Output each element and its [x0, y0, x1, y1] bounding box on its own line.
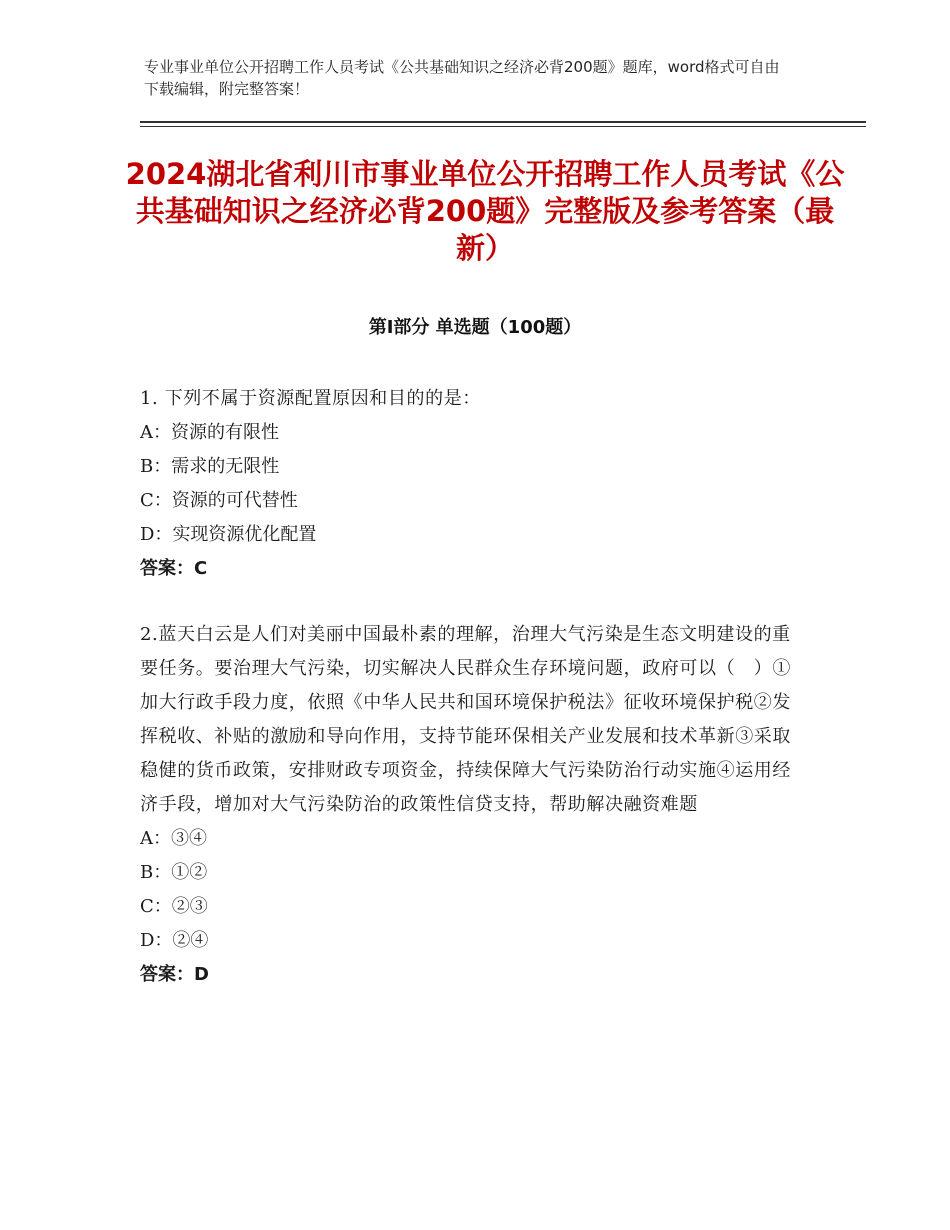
document-title: 2024湖北省利川市事业单位公开招聘工作人员考试《公共基础知识之经济必背200题》完整版及参考答案（最新） — [125, 157, 845, 265]
header-note: 专业事业单位公开招聘工作人员考试《公共基础知识之经济必背200题》题库，word格式可自由下载编辑，附完整答案！ — [144, 58, 780, 98]
option-c: C：②③ — [140, 896, 208, 917]
question-stem: 2.蓝天白云是人们对美丽中国最朴素的理解，治理大气污染是生态文明建设的重要任务。要治理大气污染，切实解决人民群众生存环境问题，政府可以（ ）①加大行政手段力度，依照《中华人民共和国环境保护税法》征收环境保护税②发挥税收、补贴的激励和导向作用，支持节能环保相关产业发展和技术革新③采取稳健的货币政策，安排财政专项资金，持续保障大气污染防治行动实施④运用经济手段，增加对大气污染防治的政策性信贷支持，帮助解决融资难题 — [140, 624, 791, 815]
section-title: 第Ⅰ部分 单选题（100题） — [368, 317, 582, 338]
option-a: A：资源的有限性 — [140, 422, 279, 443]
option-b: B：需求的无限性 — [140, 456, 280, 477]
question-stem: 1. 下列不属于资源配置原因和目的的是： — [140, 388, 481, 409]
question-2 — [140, 618, 808, 992]
header-rule-thick — [140, 121, 866, 123]
header-rule-thin — [140, 126, 866, 127]
option-d: D：实现资源优化配置 — [140, 524, 317, 545]
answer-text: 答案：D — [140, 964, 209, 985]
option-c: C：资源的可代替性 — [140, 490, 298, 511]
answer-text: 答案：C — [140, 558, 208, 579]
option-a: A：③④ — [140, 828, 207, 849]
option-b: B：①② — [140, 862, 208, 883]
option-d: D：②④ — [140, 930, 209, 951]
question-1 — [140, 382, 808, 586]
